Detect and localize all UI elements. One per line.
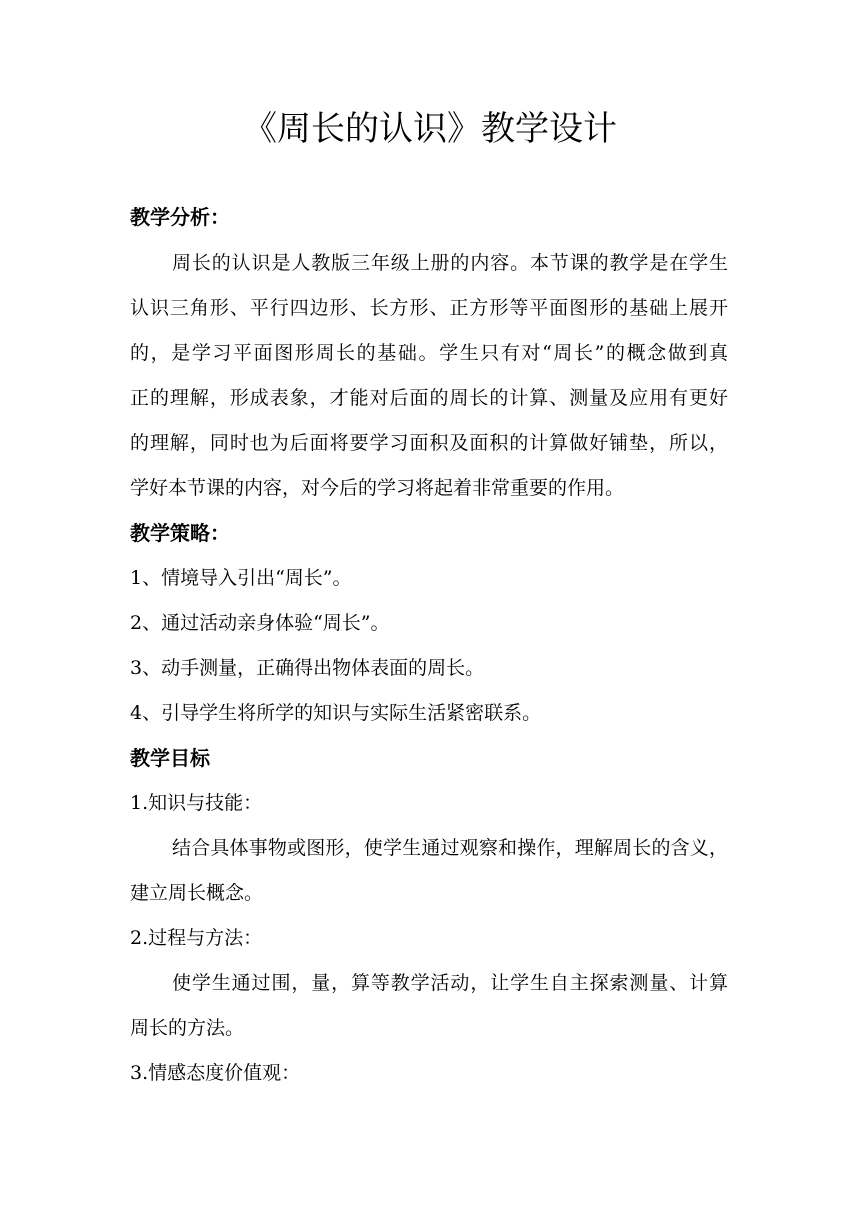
objective-paragraph-line: 结合具体事物或图形，使学生通过观察和操作，理解周长的含义， xyxy=(172,837,728,859)
strategy-list-item: 1、情境导入引出“周长”。 xyxy=(130,567,352,589)
strategy-list-item: 3、动手测量，正确得出物体表面的周长。 xyxy=(130,657,485,679)
analysis-paragraph-line: 的理解，同时也为后面将要学习面积及面积的计算做好铺垫，所以， xyxy=(130,432,728,454)
strategy-list-item: 4、引导学生将所学的知识与实际生活紧密联系。 xyxy=(130,702,542,724)
strategy-list-item: 2、通过活动亲身体验“周长”。 xyxy=(130,612,390,634)
objective-section-label: 1.知识与技能： xyxy=(130,792,263,814)
objective-paragraph-line: 周长的方法。 xyxy=(130,1017,245,1039)
analysis-paragraph-line: 学好本节课的内容，对今后的学习将起着非常重要的作用。 xyxy=(130,477,625,499)
analysis-paragraph-line: 的，是学习平面图形周长的基础。学生只有对“周长”的概念做到真 xyxy=(130,342,728,364)
objective-paragraph-line: 建立周长概念。 xyxy=(130,882,264,904)
analysis-paragraph-line: 认识三角形、平行四边形、长方形、正方形等平面图形的基础上展开 xyxy=(130,297,728,319)
objective-paragraph-line: 使学生通过围，量，算等教学活动，让学生自主探索测量、计算 xyxy=(172,972,728,994)
objective-section-label: 2.过程与方法： xyxy=(130,927,263,949)
objective-section-label: 3.情感态度价值观： xyxy=(130,1062,301,1084)
teaching-strategy-heading: 教学策略： xyxy=(130,521,230,545)
teaching-analysis-heading: 教学分析： xyxy=(130,205,230,229)
document-title: 《周长的认识》教学设计 xyxy=(243,109,617,149)
teaching-objectives-heading: 教学目标 xyxy=(130,746,210,770)
analysis-paragraph-line: 正的理解，形成表象，才能对后面的周长的计算、测量及应用有更好 xyxy=(130,387,728,409)
analysis-paragraph-line: 周长的认识是人教版三年级上册的内容。本节课的教学是在学生 xyxy=(172,252,728,274)
